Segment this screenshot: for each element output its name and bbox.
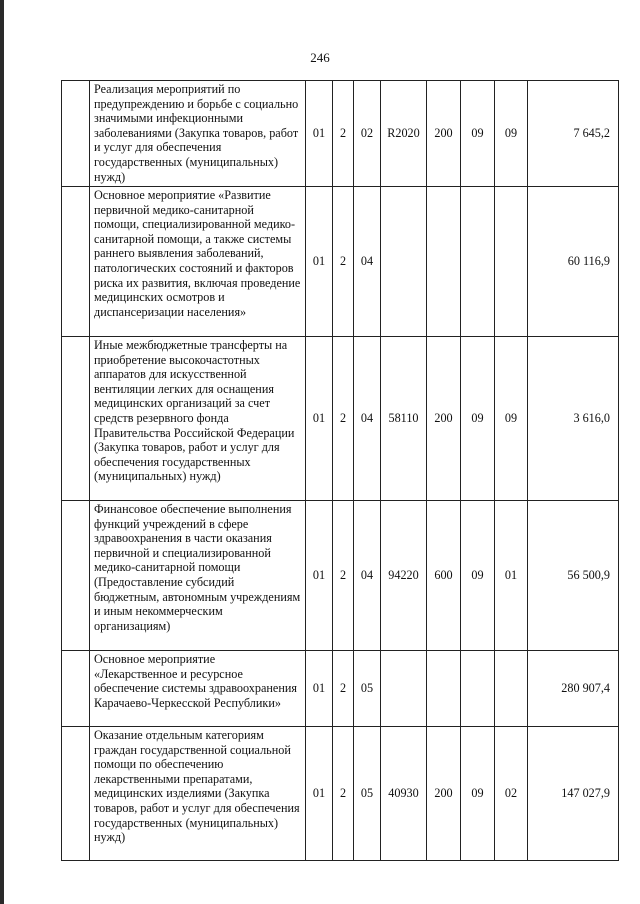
amount-cell: 147 027,9: [528, 727, 619, 861]
item-name-cell: Реализация мероприятий по предупреждению и борьбе с социально значимыми инфекционными заболеваниями (Закупка товаров, работ и услуг для обеспечения государственных (муниципальных) нужд): [90, 81, 306, 187]
code-cell: [495, 187, 528, 337]
blank-cell: [62, 187, 90, 337]
budget-table: [61, 80, 619, 861]
code-cell: 04: [354, 501, 381, 651]
code-cell: 200: [427, 81, 461, 187]
amount-cell: 7 645,2: [528, 81, 619, 187]
code-cell: 600: [427, 501, 461, 651]
amount-cell: 280 907,4: [528, 651, 619, 727]
code-cell: [461, 187, 495, 337]
code-cell: 02: [354, 81, 381, 187]
code-cell: 2: [333, 81, 354, 187]
code-cell: 01: [306, 651, 333, 727]
code-cell: 09: [495, 81, 528, 187]
table-row: [62, 727, 619, 861]
page-number: 246: [310, 50, 330, 65]
code-cell: 200: [427, 727, 461, 861]
code-cell: 2: [333, 651, 354, 727]
code-cell: 40930: [381, 727, 427, 861]
scan-left-edge: [0, 0, 4, 904]
code-cell: 05: [354, 651, 381, 727]
code-cell: 01: [306, 727, 333, 861]
blank-cell: [62, 651, 90, 727]
code-cell: [427, 187, 461, 337]
code-cell: [381, 651, 427, 727]
item-name-cell: Оказание отдельным категориям граждан государственной социальной помощи по обеспечению лекарственными препаратами, медицинских изделиями (Закупка товаров, работ и услуг для обеспечения государственных (муниципальных) нужд): [90, 727, 306, 861]
code-cell: 01: [495, 501, 528, 651]
code-cell: [495, 651, 528, 727]
table-row: [62, 651, 619, 727]
table-row: [62, 337, 619, 501]
code-cell: 01: [306, 337, 333, 501]
code-cell: 2: [333, 337, 354, 501]
code-cell: 01: [306, 81, 333, 187]
code-cell: 01: [306, 187, 333, 337]
code-cell: 2: [333, 501, 354, 651]
table-row: [62, 187, 619, 337]
code-cell: 05: [354, 727, 381, 861]
code-cell: 200: [427, 337, 461, 501]
blank-cell: [62, 337, 90, 501]
code-cell: R2020: [381, 81, 427, 187]
amount-cell: 3 616,0: [528, 337, 619, 501]
code-cell: [381, 187, 427, 337]
table-row: [62, 81, 619, 187]
blank-cell: [62, 727, 90, 861]
amount-cell: 60 116,9: [528, 187, 619, 337]
code-cell: 09: [461, 501, 495, 651]
code-cell: 94220: [381, 501, 427, 651]
item-name-cell: Иные межбюджетные трансферты на приобретение высокочастотных аппаратов для искусственной вентиляции легких для оснащения медицинских организаций за счет средств резервного фонда Правительства Российской Федерации (Закупка товаров, работ и услуг для обеспечения государственных (муниципальных) нужд): [90, 337, 306, 501]
code-cell: 09: [461, 727, 495, 861]
code-cell: 04: [354, 187, 381, 337]
code-cell: 04: [354, 337, 381, 501]
code-cell: 2: [333, 727, 354, 861]
code-cell: 58110: [381, 337, 427, 501]
item-name-cell: Финансовое обеспечение выполнения функций учреждений в сфере здравоохранения в части оказания первичной и специализированной медико-санитарной помощи (Предоставление субсидий бюджетным, автономным учреждениям и иным некоммерческим организациям): [90, 501, 306, 651]
code-cell: 09: [461, 81, 495, 187]
table-row: [62, 501, 619, 651]
code-cell: 2: [333, 187, 354, 337]
blank-cell: [62, 501, 90, 651]
code-cell: 09: [461, 337, 495, 501]
code-cell: [461, 651, 495, 727]
code-cell: 02: [495, 727, 528, 861]
code-cell: [427, 651, 461, 727]
blank-cell: [62, 81, 90, 187]
code-cell: 01: [306, 501, 333, 651]
code-cell: 09: [495, 337, 528, 501]
item-name-cell: Основное мероприятие «Развитие первичной медико-санитарной помощи, специализированной медико-санитарной помощи, а также системы раннего выявления заболеваний, патологических состояний и факторов риска их развития, включая проведение медицинских осмотров и диспансеризации населения»: [90, 187, 306, 337]
amount-cell: 56 500,9: [528, 501, 619, 651]
item-name-cell: Основное мероприятие «Лекарственное и ресурсное обеспечение системы здравоохранения Карачаево-Черкесской Республики»: [90, 651, 306, 727]
